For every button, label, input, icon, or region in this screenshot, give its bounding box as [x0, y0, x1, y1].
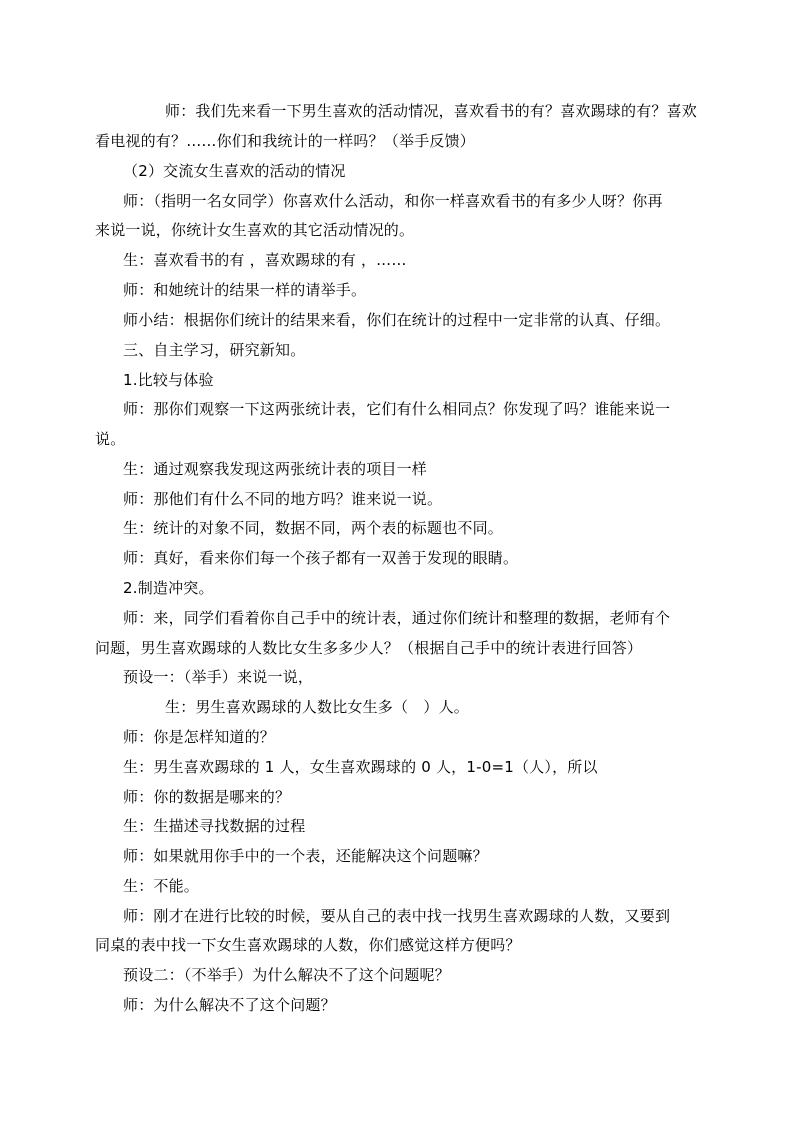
text-line: 来说一说，你统计女生喜欢的其它活动情况的。: [95, 221, 415, 239]
text-line: 师：那你们观察一下这两张统计表，它们有什么相同点？你发现了吗？谁能来说一: [123, 400, 671, 418]
text-line: 师：和她统计的结果一样的请举手。: [123, 281, 367, 299]
section-heading: 三、自主学习，研究新知。: [123, 341, 306, 359]
text-line: 预设二：（不举手）为什么解决不了这个问题呢？: [123, 966, 450, 984]
text-line: 生：不能。: [123, 877, 200, 895]
text-line: 说。: [95, 430, 126, 448]
text-line: 预设一：（举手）来说一说，: [123, 668, 314, 686]
text-line: 师：刚才在进行比较的时候，要从自己的表中找一找男生喜欢踢球的人数，又要到: [123, 907, 671, 925]
text-line: 师：来，同学们看着你自己手中的统计表，通过你们统计和整理的数据，老师有个: [123, 609, 671, 627]
text-line: 师：你是怎样知道的？: [123, 728, 276, 746]
subsection-heading: 2.制造冲突。: [123, 579, 214, 597]
text-line: 生：统计的对象不同，数据不同，两个表的标题也不同。: [123, 519, 504, 537]
text-line: 生：通过观察我发现这两张统计表的项目一样: [123, 460, 428, 478]
text-line: 师：真好，看来你们每一个孩子都有一双善于发现的眼睛。: [123, 549, 519, 567]
text-line: （2）交流女生喜欢的活动的情况: [123, 162, 346, 180]
text-line: 师：你的数据是哪来的？: [123, 788, 291, 806]
text-line: 师：如果就用你手中的一个表，还能解决这个问题嘛？: [123, 847, 488, 865]
text-line: 师小结：根据你们统计的结果来看，你们在统计的过程中一定非常的认真、仔细。: [123, 311, 671, 329]
text-line: 师：为什么解决不了这个问题？: [123, 996, 336, 1014]
text-line: 师：那他们有什么不同的地方吗？谁来说一说。: [123, 490, 443, 508]
text-line: 生：喜欢看书的有 ，喜欢踢球的有 ，……: [123, 251, 407, 269]
text-line: 问题，男生喜欢踢球的人数比女生多多少人？（根据自己手中的统计表进行回答）: [95, 639, 643, 657]
subsection-heading: 1.比较与体验: [123, 371, 214, 389]
text-line: 师：（指明一名女同学）你喜欢什么活动，和你一样喜欢看书的有多少人呀？你再: [123, 192, 663, 210]
text-line: 师：我们先来看一下男生喜欢的活动情况，喜欢看书的有？喜欢踢球的有？喜欢: [165, 102, 698, 120]
text-line: 看电视的有？……你们和我统计的一样吗？（举手反馈）: [95, 132, 476, 150]
text-line: 生：男生喜欢踢球的 1 人，女生喜欢踢球的 0 人，1-0=1（人），所以: [123, 758, 598, 776]
text-line: 同桌的表中找一下女生喜欢踢球的人数，你们感觉这样方便吗？: [95, 936, 521, 954]
text-line: 生：生描述寻找数据的过程: [123, 817, 306, 835]
text-line: 生：男生喜欢踢球的人数比女生多（ ）人。: [165, 698, 470, 716]
